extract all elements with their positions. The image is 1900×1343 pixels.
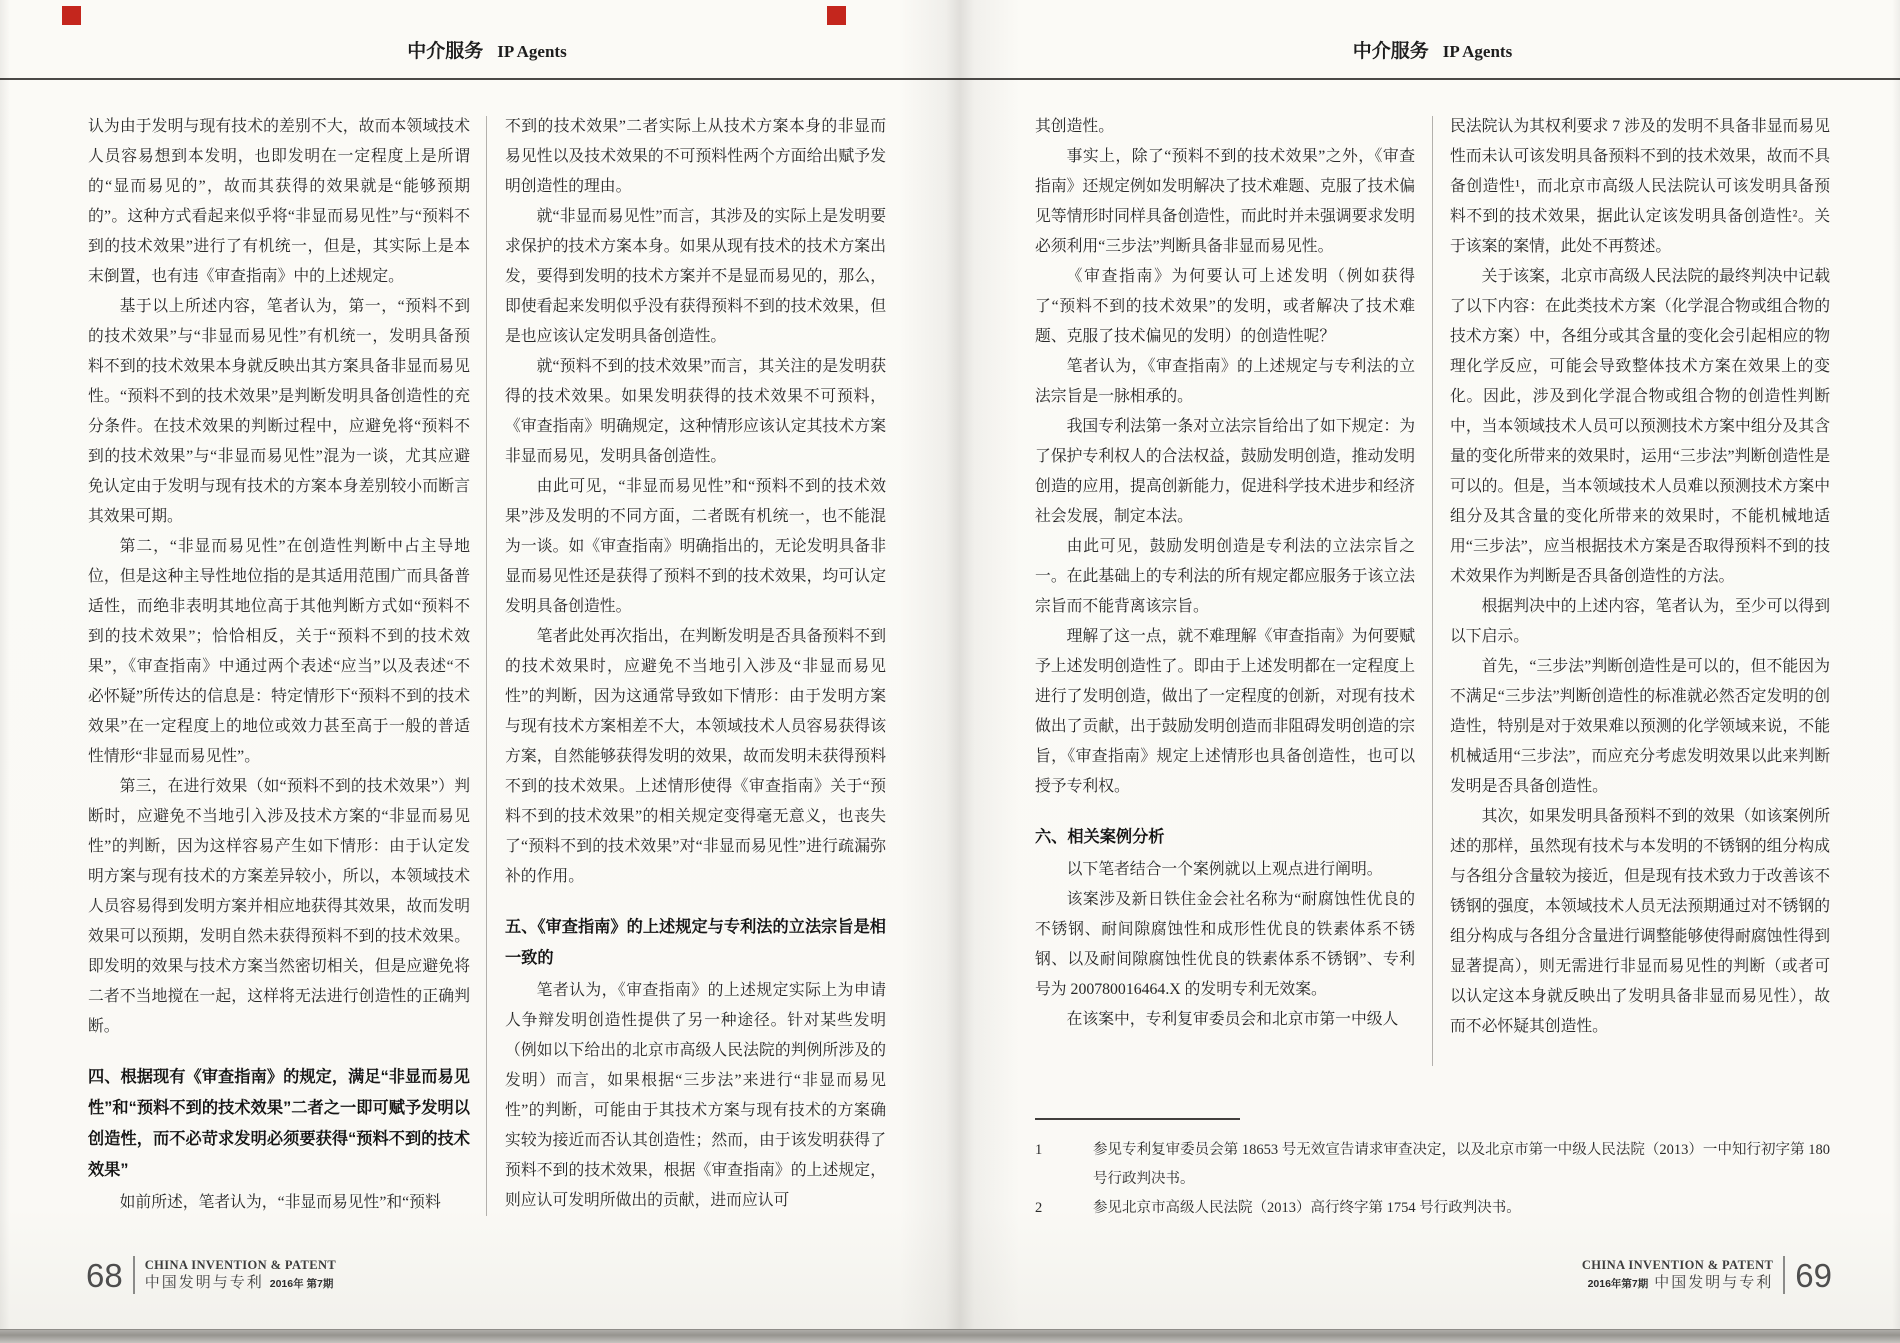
- section-title-cn: 中介服务: [1352, 41, 1429, 62]
- footnote-text: 参见专利复审委员会第 18653 号无效宣告请求审查决定，以及北京市第一中级人民法院（2013）一中知行初字第 180 号行政判决书。: [1093, 1142, 1830, 1187]
- page-gutter-shadow: [900, 0, 1020, 1343]
- page-number: 69: [1795, 1256, 1832, 1294]
- red-corner-mark-right: [827, 6, 846, 25]
- footnote-1: [1035, 1136, 1830, 1194]
- paragraph: 笔者认为，《审查指南》的上述规定实际上为申请人争辩发明创造性提供了另一种途径。针对某些发明（例如以下给出的北京市高级人民法院的判例所涉及的发明）而言，如果根据“三步法”来进行“非显而易见性”的判断，可能由于其技术方案与现有技术的方案确实较为接近而否认其创造性；然而，由于该发明获得了预料不到的技术效果，根据《审查指南》的上述规定，则应认可发明所做出的贡献，进而应认可: [505, 982, 886, 1209]
- page-number: 68: [86, 1256, 123, 1294]
- journal-info: [145, 1257, 340, 1294]
- page-68-header: [88, 36, 886, 63]
- paragraph: 该案涉及新日铁住金会社名称为“耐腐蚀性优良的不锈钢、耐间隙腐蚀性和成形性优良的铁素体系不锈钢、以及耐间隙腐蚀性优良的铁素体系不锈钢”、专利号为 200780016464.X 的发明专利无效案。: [1035, 891, 1415, 998]
- paragraph: 由此可见，鼓励发明创造是专利法的立法宗旨之一。在此基础上的专利法的所有规定都应服务于该立法宗旨而不能背离该宗旨。: [1035, 538, 1415, 615]
- paragraph: 其次，如果发明具备预料不到的效果（如该案例所述的那样，虽然现有技术与本发明的不锈钢的组分构成与各组分含量较为接近，但是现有技术致力于改善该不锈钢的强度，本领域技术人员无法预期通过对不锈钢的组分构成与各组分含量进行调整能够使得耐腐蚀性得到显著提高），则无需进行非显而易见性的判断（或者可以认定这本身就反映出了发明具备非显而易见性），故而不必怀疑其创造性。: [1450, 808, 1830, 1035]
- paragraph: 事实上，除了“预料不到的技术效果”之外，《审查指南》还规定例如发明解决了技术难题、克服了技术偏见等情形时同样具备创造性，而此时并未强调要求发明必须利用“三步法”判断具备非显而易见性。: [1035, 148, 1415, 255]
- section-title-en: IP Agents: [1442, 42, 1513, 61]
- paragraph: 笔者认为，《审查指南》的上述规定与专利法的立法宗旨是一脉相承的。: [1035, 358, 1415, 405]
- page-68-column-1: [88, 112, 470, 1218]
- section-title-en: IP Agents: [497, 42, 567, 61]
- journal-name-en: CHINA INVENTION & PATENT: [144, 1257, 337, 1272]
- journal-info: [1582, 1257, 1774, 1294]
- footnote-text: 参见北京市高级人民法院（2013）高行终字第 1754 号行政判决书。: [1093, 1200, 1521, 1216]
- page-69-header: [1035, 36, 1830, 63]
- paragraph: 笔者此处再次指出，在判断发明是否具备预料不到的技术效果时，应避免不当地引入涉及“非显而易见性”的判断，因为这通常导致如下情形：由于发明方案与现有技术方案相差不大，本领域技术人员容易获得该方案，自然能够获得发明的效果，故而发明未获得预料不到的技术效果。上述情形使得《审查指南》关于“预料不到的技术效果”的相关规定变得毫无意义，也丧失了“预料不到的技术效果”对“非显而易见性”进行疏漏弥补的作用。: [505, 628, 886, 885]
- paragraph: 民法院认为其权利要求 7 涉及的发明不具备非显而易见性而未认可该发明具备预料不到的技术效果，故而不具备创造性¹，而北京市高级人民法院认可该发明具备预料不到的技术效果，据此认定该发明具备创造性²。关于该案的案情，此处不再赘述。: [1450, 118, 1830, 255]
- paragraph: 在该案中，专利复审委员会和北京市第一中级人: [1066, 1011, 1399, 1028]
- red-corner-mark-left: [62, 6, 81, 25]
- paragraph: 就“非显而易见性”而言，其涉及的实际上是发明要求保护的技术方案本身。如果从现有技术的技术方案出发，要得到发明的技术方案并不是显而易见的，那么，即使看起来发明似乎没有获得预料不到的技术效果，但是也应该认定发明具备创造性。: [505, 208, 886, 345]
- footnote-rule: [1035, 1118, 1240, 1120]
- issue-label: 2016年第7期: [1587, 1277, 1649, 1290]
- paragraph: 就“预料不到的技术效果”而言，其关注的是发明获得的技术效果。如果发明获得的技术效果不可预料，《审查指南》明确规定，这种情形应该认定其技术方案非显而易见，发明具备创造性。: [505, 358, 886, 465]
- scan-edge-left: [0, 0, 10, 1343]
- paragraph: 由此可见，“非显而易见性”和“预料不到的技术效果”涉及发明的不同方面，二者既有机统一，也不能混为一谈。如《审查指南》明确指出的，无论发明具备非显而易见性还是获得了预料不到的技术效果，均可认定发明具备创造性。: [505, 478, 886, 615]
- section-heading-4: 四、根据现有《审查指南》的规定，满足“非显而易见性”和“预料不到的技术效果”二者之一即可赋予发明以创造性，而不必苛求发明必须要获得“预料不到的技术效果”: [88, 1068, 470, 1179]
- paragraph: 《审查指南》为何要认可上述发明（例如获得了“预料不到的技术效果”的发明，或者解决了技术难题、克服了技术偏见的发明）的创造性呢？: [1035, 268, 1415, 345]
- column-divider-page-69: [1432, 116, 1433, 1066]
- paragraph: 其创造性。: [1035, 118, 1114, 135]
- paragraph: 基于以上所述内容，笔者认为，第一，“预料不到的技术效果”与“非显而易见性”有机统一，发明具备预料不到的技术效果本身就反映出其方案具备非显而易见性。“预料不到的技术效果”是判断发明具备创造性的充分条件。在技术效果的判断过程中，应避免将“预料不到的技术效果”与“非显而易见性”混为一谈，尤其应避免认定由于发明与现有技术的方案本身差别较小而断言其效果可期。: [88, 298, 470, 525]
- journal-name-en: CHINA INVENTION & PATENT: [1581, 1257, 1774, 1272]
- scan-bottom-edge: [0, 1329, 1900, 1343]
- section-heading-6: 六、相关案例分析: [1035, 828, 1165, 846]
- page-68-footer: [86, 1256, 339, 1294]
- section-title-cn: 中介服务: [407, 41, 484, 62]
- paragraph: 我国专利法第一条对立法宗旨给出了如下规定：为了保护专利权人的合法权益，鼓励发明创造，推动发明创造的应用，提高创新能力，促进科学技术进步和经济社会发展，制定本法。: [1035, 418, 1415, 525]
- footnotes-block: [1035, 1118, 1830, 1223]
- journal-name-cn: 中国发明与专利: [144, 1274, 264, 1291]
- page-69-column-1: [1035, 112, 1415, 1035]
- page-69-footer: [1582, 1256, 1832, 1294]
- paragraph: 以下笔者结合一个案例就以上观点进行阐明。: [1066, 861, 1383, 878]
- scan-edge-right: [1892, 0, 1900, 1343]
- footer-divider: [1783, 1256, 1785, 1294]
- paragraph: 首先，“三步法”判断创造性是可以的，但不能因为不满足“三步法”判断创造性的标准就必然否定发明的创造性，特别是对于效果难以预测的化学领域来说，不能机械适用“三步法”，而应充分考虑发明效果以此来判断发明是否具备创造性。: [1450, 658, 1830, 795]
- footnote-number: 2: [1035, 1200, 1043, 1216]
- issue-label: 2016年 第7期: [269, 1277, 334, 1290]
- paragraph: 第三，在进行效果（如“预料不到的技术效果”）判断时，应避免不当地引入涉及技术方案的“非显而易见性”的判断，因为这样容易产生如下情形：由于认定发明方案与现有技术的方案差异较小，所以，本领域技术人员容易得到发明方案并相应地获得其效果，故而发明效果可以预期，发明自然未获得预料不到的技术效果。即发明的效果与技术方案当然密切相关，但是应避免将二者不当地搅在一起，这样将无法进行创造性的正确判断。: [88, 778, 470, 1035]
- paragraph: 理解了这一点，就不难理解《审查指南》为何要赋予上述发明创造性了。即由于上述发明都在一定程度上进行了发明创造，做出了一定程度的创新，对现有技术做出了贡献，出于鼓励发明创造而非阻碍发明创造的宗旨，《审查指南》规定上述情形也具备创造性，也可以授予专利权。: [1035, 628, 1415, 795]
- paragraph: 如前所述，笔者认为，“非显而易见性”和“预料: [119, 1194, 441, 1211]
- header-rule: [0, 78, 1900, 80]
- column-divider-page-68: [486, 116, 487, 1216]
- footnote-2: [1035, 1194, 1830, 1223]
- paragraph: 不到的技术效果”二者实际上从技术方案本身的非显而易见性以及技术效果的不可预料性两个方面给出赋予发明创造性的理由。: [505, 118, 886, 195]
- paragraph: 第二，“非显而易见性”在创造性判断中占主导地位，但是这种主导性地位指的是其适用范围广而具备普适性，而绝非表明其地位高于其他判断方式如“预料不到的技术效果”；恰恰相反，关于“预料不到的技术效果”，《审查指南》中通过两个表述“应当”以及表述“不必怀疑”所传达的信息是：特定情形下“预料不到的技术效果”在一定程度上的地位或效力甚至高于一般的普适性情形“非显而易见性”。: [88, 538, 470, 765]
- section-heading-5: 五、《审查指南》的上述规定与专利法的立法宗旨是相一致的: [505, 918, 886, 967]
- page-68-column-2: [505, 112, 886, 1216]
- paragraph: 根据判决中的上述内容，笔者认为，至少可以得到以下启示。: [1450, 598, 1830, 645]
- page-69-column-2: [1450, 112, 1830, 1042]
- footnote-number: 1: [1035, 1142, 1043, 1158]
- footer-divider: [133, 1256, 135, 1294]
- journal-name-cn: 中国发明与专利: [1654, 1274, 1774, 1291]
- paragraph: 认为由于发明与现有技术的差别不大，故而本领域技术人员容易想到本发明，也即发明在一定程度上是所谓的“显而易见的”，故而其获得的效果就是“能够预期的”。这种方式看起来似乎将“非显而易见性”与“预料不到的技术效果”进行了有机统一，但是，其实际上是本末倒置，也有违《审查指南》中的上述规定。: [88, 118, 470, 285]
- paragraph: 关于该案，北京市高级人民法院的最终判决中记载了以下内容：在此类技术方案（化学混合物或组合物的技术方案）中，各组分或其含量的变化会引起相应的物理化学反应，可能会导致整体技术方案在效果上的变化。因此，涉及到化学混合物或组合物的创造性判断中，当本领域技术人员可以预测技术方案中组分及其含量的变化所带来的效果时，运用“三步法”判断创造性是可以的。但是，当本领域技术人员难以预测技术方案中组分及其含量的变化所带来的效果时，不能机械地适用“三步法”，应当根据技术方案是否取得预料不到的技术效果作为判断是否具备创造性的方法。: [1450, 268, 1830, 585]
